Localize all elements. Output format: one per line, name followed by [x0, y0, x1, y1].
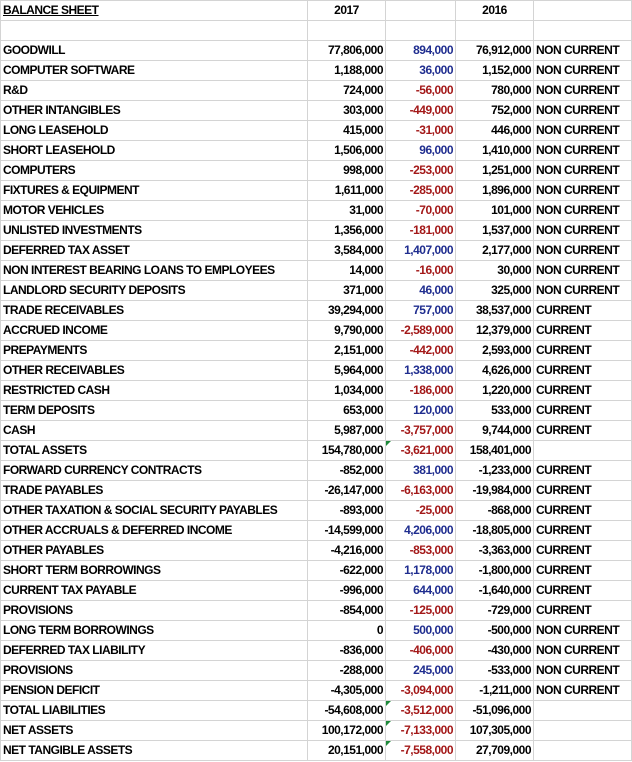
table-row: [1, 61, 632, 81]
value-2017-cell[interactable]: 5,964,000: [308, 361, 386, 381]
difference-cell[interactable]: -25,000: [386, 501, 456, 521]
classification-cell[interactable]: NON CURRENT: [534, 121, 632, 141]
table-row: [1, 341, 632, 361]
row-label-cell[interactable]: NET ASSETS: [1, 721, 308, 741]
difference-cell[interactable]: -442,000: [386, 341, 456, 361]
classification-cell[interactable]: NON CURRENT: [534, 641, 632, 661]
value-2016-cell[interactable]: -500,000: [456, 621, 534, 641]
value-2017-cell[interactable]: 0: [308, 621, 386, 641]
value-2016-cell[interactable]: 107,305,000: [456, 721, 534, 741]
difference-cell[interactable]: -7,133,000: [386, 721, 456, 741]
difference-cell[interactable]: -449,000: [386, 101, 456, 121]
classification-cell[interactable]: [534, 721, 632, 741]
difference-cell[interactable]: 381,000: [386, 461, 456, 481]
table-row: [1, 201, 632, 221]
difference-cell[interactable]: -186,000: [386, 381, 456, 401]
row-label-cell[interactable]: OTHER RECEIVABLES: [1, 361, 308, 381]
row-label-cell[interactable]: TOTAL ASSETS: [1, 441, 308, 461]
classification-cell[interactable]: NON CURRENT: [534, 661, 632, 681]
empty-cell[interactable]: [456, 21, 534, 41]
classification-cell[interactable]: NON CURRENT: [534, 61, 632, 81]
difference-cell[interactable]: 500,000: [386, 621, 456, 641]
row-label-cell[interactable]: NON INTEREST BEARING LOANS TO EMPLOYEES: [1, 261, 308, 281]
difference-cell[interactable]: 894,000: [386, 41, 456, 61]
row-label-cell[interactable]: OTHER PAYABLES: [1, 541, 308, 561]
value-2017-cell[interactable]: -288,000: [308, 661, 386, 681]
row-label-cell[interactable]: DEFERRED TAX ASSET: [1, 241, 308, 261]
difference-cell[interactable]: -7,558,000: [386, 741, 456, 761]
empty-cell[interactable]: [534, 21, 632, 41]
value-2016-cell[interactable]: -533,000: [456, 661, 534, 681]
table-row: [1, 461, 632, 481]
value-2017-cell[interactable]: 154,780,000: [308, 441, 386, 461]
row-label-cell[interactable]: OTHER TAXATION & SOCIAL SECURITY PAYABLES: [1, 501, 308, 521]
row-label-cell[interactable]: PENSION DEFICIT: [1, 681, 308, 701]
difference-cell[interactable]: -70,000: [386, 201, 456, 221]
value-2016-cell[interactable]: 4,626,000: [456, 361, 534, 381]
row-label-cell[interactable]: SHORT LEASEHOLD: [1, 141, 308, 161]
value-2017-cell[interactable]: -852,000: [308, 461, 386, 481]
value-2017-cell[interactable]: 20,151,000: [308, 741, 386, 761]
value-2016-cell[interactable]: 2,593,000: [456, 341, 534, 361]
value-2016-cell[interactable]: 1,152,000: [456, 61, 534, 81]
value-2017-cell[interactable]: 1,611,000: [308, 181, 386, 201]
table-row: [1, 581, 632, 601]
value-2017-cell[interactable]: 653,000: [308, 401, 386, 421]
value-2017-cell[interactable]: -996,000: [308, 581, 386, 601]
total-row: [1, 441, 632, 461]
value-2016-cell[interactable]: 780,000: [456, 81, 534, 101]
difference-cell[interactable]: 245,000: [386, 661, 456, 681]
difference-cell[interactable]: 1,178,000: [386, 561, 456, 581]
table-row: [1, 81, 632, 101]
classification-cell[interactable]: CURRENT: [534, 361, 632, 381]
row-label-cell[interactable]: FORWARD CURRENCY CONTRACTS: [1, 461, 308, 481]
value-2016-cell[interactable]: -1,640,000: [456, 581, 534, 601]
empty-cell[interactable]: [1, 21, 308, 41]
value-2017-cell[interactable]: 1,034,000: [308, 381, 386, 401]
difference-cell[interactable]: -285,000: [386, 181, 456, 201]
row-label-cell[interactable]: OTHER ACCRUALS & DEFERRED INCOME: [1, 521, 308, 541]
value-2016-cell[interactable]: 30,000: [456, 261, 534, 281]
value-2016-cell[interactable]: -1,211,000: [456, 681, 534, 701]
classification-cell[interactable]: [534, 701, 632, 721]
value-2017-cell[interactable]: -893,000: [308, 501, 386, 521]
value-2017-cell[interactable]: 303,000: [308, 101, 386, 121]
value-2016-cell[interactable]: -868,000: [456, 501, 534, 521]
value-2016-cell[interactable]: 1,410,000: [456, 141, 534, 161]
row-label-cell[interactable]: RESTRICTED CASH: [1, 381, 308, 401]
difference-cell[interactable]: -3,512,000: [386, 701, 456, 721]
difference-cell[interactable]: -6,163,000: [386, 481, 456, 501]
total-row: [1, 721, 632, 741]
classification-cell[interactable]: NON CURRENT: [534, 621, 632, 641]
empty-cell[interactable]: [308, 21, 386, 41]
empty-cell[interactable]: [386, 21, 456, 41]
value-2016-cell[interactable]: -18,805,000: [456, 521, 534, 541]
value-2017-cell[interactable]: 2,151,000: [308, 341, 386, 361]
table-row: [1, 621, 632, 641]
value-2016-cell[interactable]: 158,401,000: [456, 441, 534, 461]
row-label-cell[interactable]: GOODWILL: [1, 41, 308, 61]
value-2016-cell[interactable]: 752,000: [456, 101, 534, 121]
row-label-cell[interactable]: FIXTURES & EQUIPMENT: [1, 181, 308, 201]
row-label-cell[interactable]: PREPAYMENTS: [1, 341, 308, 361]
value-2017-cell[interactable]: 9,790,000: [308, 321, 386, 341]
value-2017-cell[interactable]: -54,608,000: [308, 701, 386, 721]
classification-cell[interactable]: NON CURRENT: [534, 181, 632, 201]
difference-cell[interactable]: -3,621,000: [386, 441, 456, 461]
classification-cell[interactable]: NON CURRENT: [534, 141, 632, 161]
classification-cell[interactable]: NON CURRENT: [534, 221, 632, 241]
value-2016-cell[interactable]: 325,000: [456, 281, 534, 301]
table-row: [1, 181, 632, 201]
table-row: [1, 421, 632, 441]
sheet-title[interactable]: BALANCE SHEET: [1, 1, 308, 21]
value-2017-cell[interactable]: -14,599,000: [308, 521, 386, 541]
classification-cell[interactable]: CURRENT: [534, 541, 632, 561]
table-row: [1, 121, 632, 141]
value-2017-cell[interactable]: 39,294,000: [308, 301, 386, 321]
table-row: [1, 401, 632, 421]
value-2016-cell[interactable]: 1,220,000: [456, 381, 534, 401]
value-2016-cell[interactable]: -19,984,000: [456, 481, 534, 501]
value-2016-cell[interactable]: 38,537,000: [456, 301, 534, 321]
table-row: [1, 41, 632, 61]
value-2017-cell[interactable]: 14,000: [308, 261, 386, 281]
value-2017-cell[interactable]: -836,000: [308, 641, 386, 661]
classification-cell[interactable]: NON CURRENT: [534, 201, 632, 221]
value-2017-cell[interactable]: -622,000: [308, 561, 386, 581]
difference-cell[interactable]: 36,000: [386, 61, 456, 81]
value-2017-cell[interactable]: 415,000: [308, 121, 386, 141]
value-2016-cell[interactable]: 12,379,000: [456, 321, 534, 341]
difference-cell[interactable]: -31,000: [386, 121, 456, 141]
row-label-cell[interactable]: CURRENT TAX PAYABLE: [1, 581, 308, 601]
value-2016-cell[interactable]: 1,537,000: [456, 221, 534, 241]
value-2017-cell[interactable]: 5,987,000: [308, 421, 386, 441]
row-label-cell[interactable]: ACCRUED INCOME: [1, 321, 308, 341]
difference-cell[interactable]: 1,407,000: [386, 241, 456, 261]
row-label-cell[interactable]: R&D: [1, 81, 308, 101]
value-2017-cell[interactable]: 371,000: [308, 281, 386, 301]
table-row: [1, 301, 632, 321]
classification-cell[interactable]: CURRENT: [534, 501, 632, 521]
classification-cell[interactable]: CURRENT: [534, 461, 632, 481]
value-2016-cell[interactable]: 27,709,000: [456, 741, 534, 761]
value-2017-cell[interactable]: 724,000: [308, 81, 386, 101]
table-row: [1, 321, 632, 341]
year-current-header[interactable]: 2017: [308, 1, 386, 21]
row-label-cell[interactable]: UNLISTED INVESTMENTS: [1, 221, 308, 241]
table-row: [1, 141, 632, 161]
value-2017-cell[interactable]: 100,172,000: [308, 721, 386, 741]
table-row: [1, 281, 632, 301]
table-row: [1, 501, 632, 521]
value-2016-cell[interactable]: -729,000: [456, 601, 534, 621]
table-row: [1, 641, 632, 661]
classification-cell[interactable]: CURRENT: [534, 601, 632, 621]
value-2017-cell[interactable]: -854,000: [308, 601, 386, 621]
difference-cell[interactable]: 96,000: [386, 141, 456, 161]
value-2017-cell[interactable]: 1,506,000: [308, 141, 386, 161]
difference-cell[interactable]: -181,000: [386, 221, 456, 241]
difference-cell[interactable]: -2,589,000: [386, 321, 456, 341]
difference-cell[interactable]: -125,000: [386, 601, 456, 621]
difference-cell[interactable]: -253,000: [386, 161, 456, 181]
classification-cell[interactable]: NON CURRENT: [534, 161, 632, 181]
value-2016-cell[interactable]: 1,251,000: [456, 161, 534, 181]
table-row: [1, 661, 632, 681]
total-row: [1, 701, 632, 721]
value-2016-cell[interactable]: -1,800,000: [456, 561, 534, 581]
value-2017-cell[interactable]: 3,584,000: [308, 241, 386, 261]
row-label-cell[interactable]: COMPUTER SOFTWARE: [1, 61, 308, 81]
value-2016-cell[interactable]: 1,896,000: [456, 181, 534, 201]
table-row: [1, 381, 632, 401]
value-2017-cell[interactable]: 998,000: [308, 161, 386, 181]
classification-cell[interactable]: CURRENT: [534, 421, 632, 441]
value-2016-cell[interactable]: 76,912,000: [456, 41, 534, 61]
classification-cell[interactable]: CURRENT: [534, 581, 632, 601]
row-label-cell[interactable]: PROVISIONS: [1, 601, 308, 621]
row-label-cell[interactable]: DEFERRED TAX LIABILITY: [1, 641, 308, 661]
row-label-cell[interactable]: NET TANGIBLE ASSETS: [1, 741, 308, 761]
classification-cell[interactable]: CURRENT: [534, 401, 632, 421]
value-2016-cell[interactable]: 533,000: [456, 401, 534, 421]
classification-cell[interactable]: NON CURRENT: [534, 41, 632, 61]
row-label-cell[interactable]: TRADE PAYABLES: [1, 481, 308, 501]
table-row: [1, 241, 632, 261]
year-prior-header[interactable]: 2016: [456, 1, 534, 21]
classification-cell[interactable]: NON CURRENT: [534, 281, 632, 301]
difference-cell[interactable]: -853,000: [386, 541, 456, 561]
classification-cell[interactable]: NON CURRENT: [534, 81, 632, 101]
value-2017-cell[interactable]: -4,216,000: [308, 541, 386, 561]
value-2017-cell[interactable]: 77,806,000: [308, 41, 386, 61]
row-label-cell[interactable]: LANDLORD SECURITY DEPOSITS: [1, 281, 308, 301]
table-row: [1, 541, 632, 561]
row-label-cell[interactable]: LONG TERM BORROWINGS: [1, 621, 308, 641]
value-2016-cell[interactable]: 101,000: [456, 201, 534, 221]
difference-cell[interactable]: 120,000: [386, 401, 456, 421]
row-label-cell[interactable]: OTHER INTANGIBLES: [1, 101, 308, 121]
difference-cell[interactable]: 644,000: [386, 581, 456, 601]
classification-cell[interactable]: CURRENT: [534, 301, 632, 321]
table-row: [1, 161, 632, 181]
classification-cell[interactable]: [534, 741, 632, 761]
value-2017-cell[interactable]: -26,147,000: [308, 481, 386, 501]
difference-cell[interactable]: -3,757,000: [386, 421, 456, 441]
difference-cell[interactable]: -3,094,000: [386, 681, 456, 701]
classification-cell[interactable]: CURRENT: [534, 381, 632, 401]
header-row: [1, 1, 632, 21]
table-row: [1, 221, 632, 241]
difference-cell[interactable]: 46,000: [386, 281, 456, 301]
value-2017-cell[interactable]: 1,356,000: [308, 221, 386, 241]
row-label-cell[interactable]: TERM DEPOSITS: [1, 401, 308, 421]
table-row: [1, 681, 632, 701]
value-2017-cell[interactable]: -4,305,000: [308, 681, 386, 701]
difference-cell[interactable]: -16,000: [386, 261, 456, 281]
classification-cell[interactable]: CURRENT: [534, 321, 632, 341]
table-row: [1, 361, 632, 381]
classification-cell[interactable]: CURRENT: [534, 521, 632, 541]
row-label-cell[interactable]: MOTOR VEHICLES: [1, 201, 308, 221]
value-2016-cell[interactable]: -1,233,000: [456, 461, 534, 481]
value-2016-cell[interactable]: -430,000: [456, 641, 534, 661]
difference-cell[interactable]: -406,000: [386, 641, 456, 661]
difference-cell[interactable]: -56,000: [386, 81, 456, 101]
value-2017-cell[interactable]: 31,000: [308, 201, 386, 221]
difference-cell[interactable]: 4,206,000: [386, 521, 456, 541]
row-label-cell[interactable]: LONG LEASEHOLD: [1, 121, 308, 141]
row-label-cell[interactable]: CASH: [1, 421, 308, 441]
value-2016-cell[interactable]: 2,177,000: [456, 241, 534, 261]
classification-cell[interactable]: CURRENT: [534, 481, 632, 501]
classification-cell[interactable]: CURRENT: [534, 341, 632, 361]
row-label-cell[interactable]: TOTAL LIABILITIES: [1, 701, 308, 721]
classification-cell[interactable]: NON CURRENT: [534, 261, 632, 281]
classification-cell[interactable]: NON CURRENT: [534, 101, 632, 121]
value-2016-cell[interactable]: 446,000: [456, 121, 534, 141]
value-2016-cell[interactable]: 9,744,000: [456, 421, 534, 441]
row-label-cell[interactable]: SHORT TERM BORROWINGS: [1, 561, 308, 581]
value-2017-cell[interactable]: 1,188,000: [308, 61, 386, 81]
row-label-cell[interactable]: COMPUTERS: [1, 161, 308, 181]
difference-cell[interactable]: 757,000: [386, 301, 456, 321]
blank-row: [1, 21, 632, 41]
table-row: [1, 481, 632, 501]
classification-cell[interactable]: CURRENT: [534, 561, 632, 581]
table-row: [1, 261, 632, 281]
row-label-cell[interactable]: TRADE RECEIVABLES: [1, 301, 308, 321]
table-row: [1, 601, 632, 621]
classification-cell[interactable]: NON CURRENT: [534, 681, 632, 701]
empty-header-cell[interactable]: [534, 1, 632, 21]
value-2016-cell[interactable]: -3,363,000: [456, 541, 534, 561]
classification-cell[interactable]: [534, 441, 632, 461]
table-row: [1, 561, 632, 581]
value-2016-cell[interactable]: -51,096,000: [456, 701, 534, 721]
total-row: [1, 741, 632, 761]
table-row: [1, 521, 632, 541]
difference-cell[interactable]: 1,338,000: [386, 361, 456, 381]
row-label-cell[interactable]: PROVISIONS: [1, 661, 308, 681]
classification-cell[interactable]: NON CURRENT: [534, 241, 632, 261]
empty-header-cell[interactable]: [386, 1, 456, 21]
table-row: [1, 101, 632, 121]
